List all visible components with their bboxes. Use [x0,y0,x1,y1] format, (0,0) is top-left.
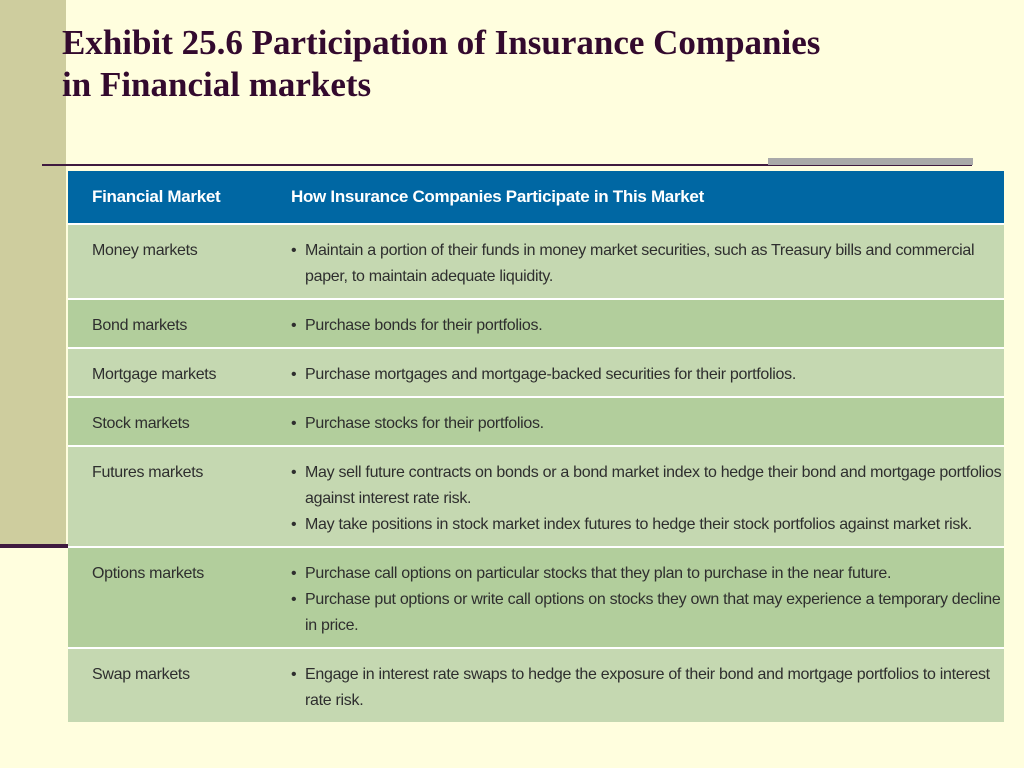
market-cell: Money markets [68,224,291,299]
participation-point: • Purchase bonds for their portfolios. [291,313,1004,339]
participation-table [68,171,1004,722]
participation-point: • Purchase stocks for their portfolios. [291,411,1004,437]
participation-cell [291,397,1004,446]
table-row [68,348,1004,397]
participation-point: • Maintain a portion of their funds in money market securities, such as Treasury bills and commercial paper, to maintain adequate liquidity. [291,238,1004,290]
table-row [68,299,1004,348]
participation-cell [291,348,1004,397]
title-line-1: Exhibit 25.6 Participation of Insurance Companies [62,23,821,62]
table-row [68,547,1004,648]
title-line-2: in Financial markets [62,65,372,104]
participation-cell [291,224,1004,299]
participation-cell [291,547,1004,648]
table-row [68,446,1004,547]
market-cell: Swap markets [68,648,291,722]
market-cell: Mortgage markets [68,348,291,397]
market-cell: Options markets [68,547,291,648]
table-row [68,648,1004,722]
table-row [68,224,1004,299]
slide-title [62,22,962,106]
market-cell: Futures markets [68,446,291,547]
participation-point: • May take positions in stock market index futures to hedge their stock portfolios against market risk. [291,512,1004,538]
participation-cell [291,446,1004,547]
participation-point: • Purchase call options on particular stocks that they plan to purchase in the near future. [291,561,1004,587]
participation-cell [291,648,1004,722]
market-cell: Stock markets [68,397,291,446]
left-bar-underline [0,544,70,548]
accent-bar [768,158,973,165]
participation-point: • Engage in interest rate swaps to hedge the exposure of their bond and mortgage portfolios to interest rate risk. [291,662,1004,714]
participation-point: • Purchase mortgages and mortgage-backed securities for their portfolios. [291,362,1004,388]
column-header-market: Financial Market [68,171,291,224]
participation-point: • May sell future contracts on bonds or a bond market index to hedge their bond and mortgage portfolios against interest rate risk. [291,460,1004,512]
table-row [68,397,1004,446]
left-decorative-bar [0,0,66,548]
market-cell: Bond markets [68,299,291,348]
participation-point: • Purchase put options or write call options on stocks they own that may experience a temporary decline in price. [291,587,1004,639]
participation-cell [291,299,1004,348]
table-header-row [68,171,1004,224]
column-header-participation: How Insurance Companies Participate in This Market [291,171,1004,224]
